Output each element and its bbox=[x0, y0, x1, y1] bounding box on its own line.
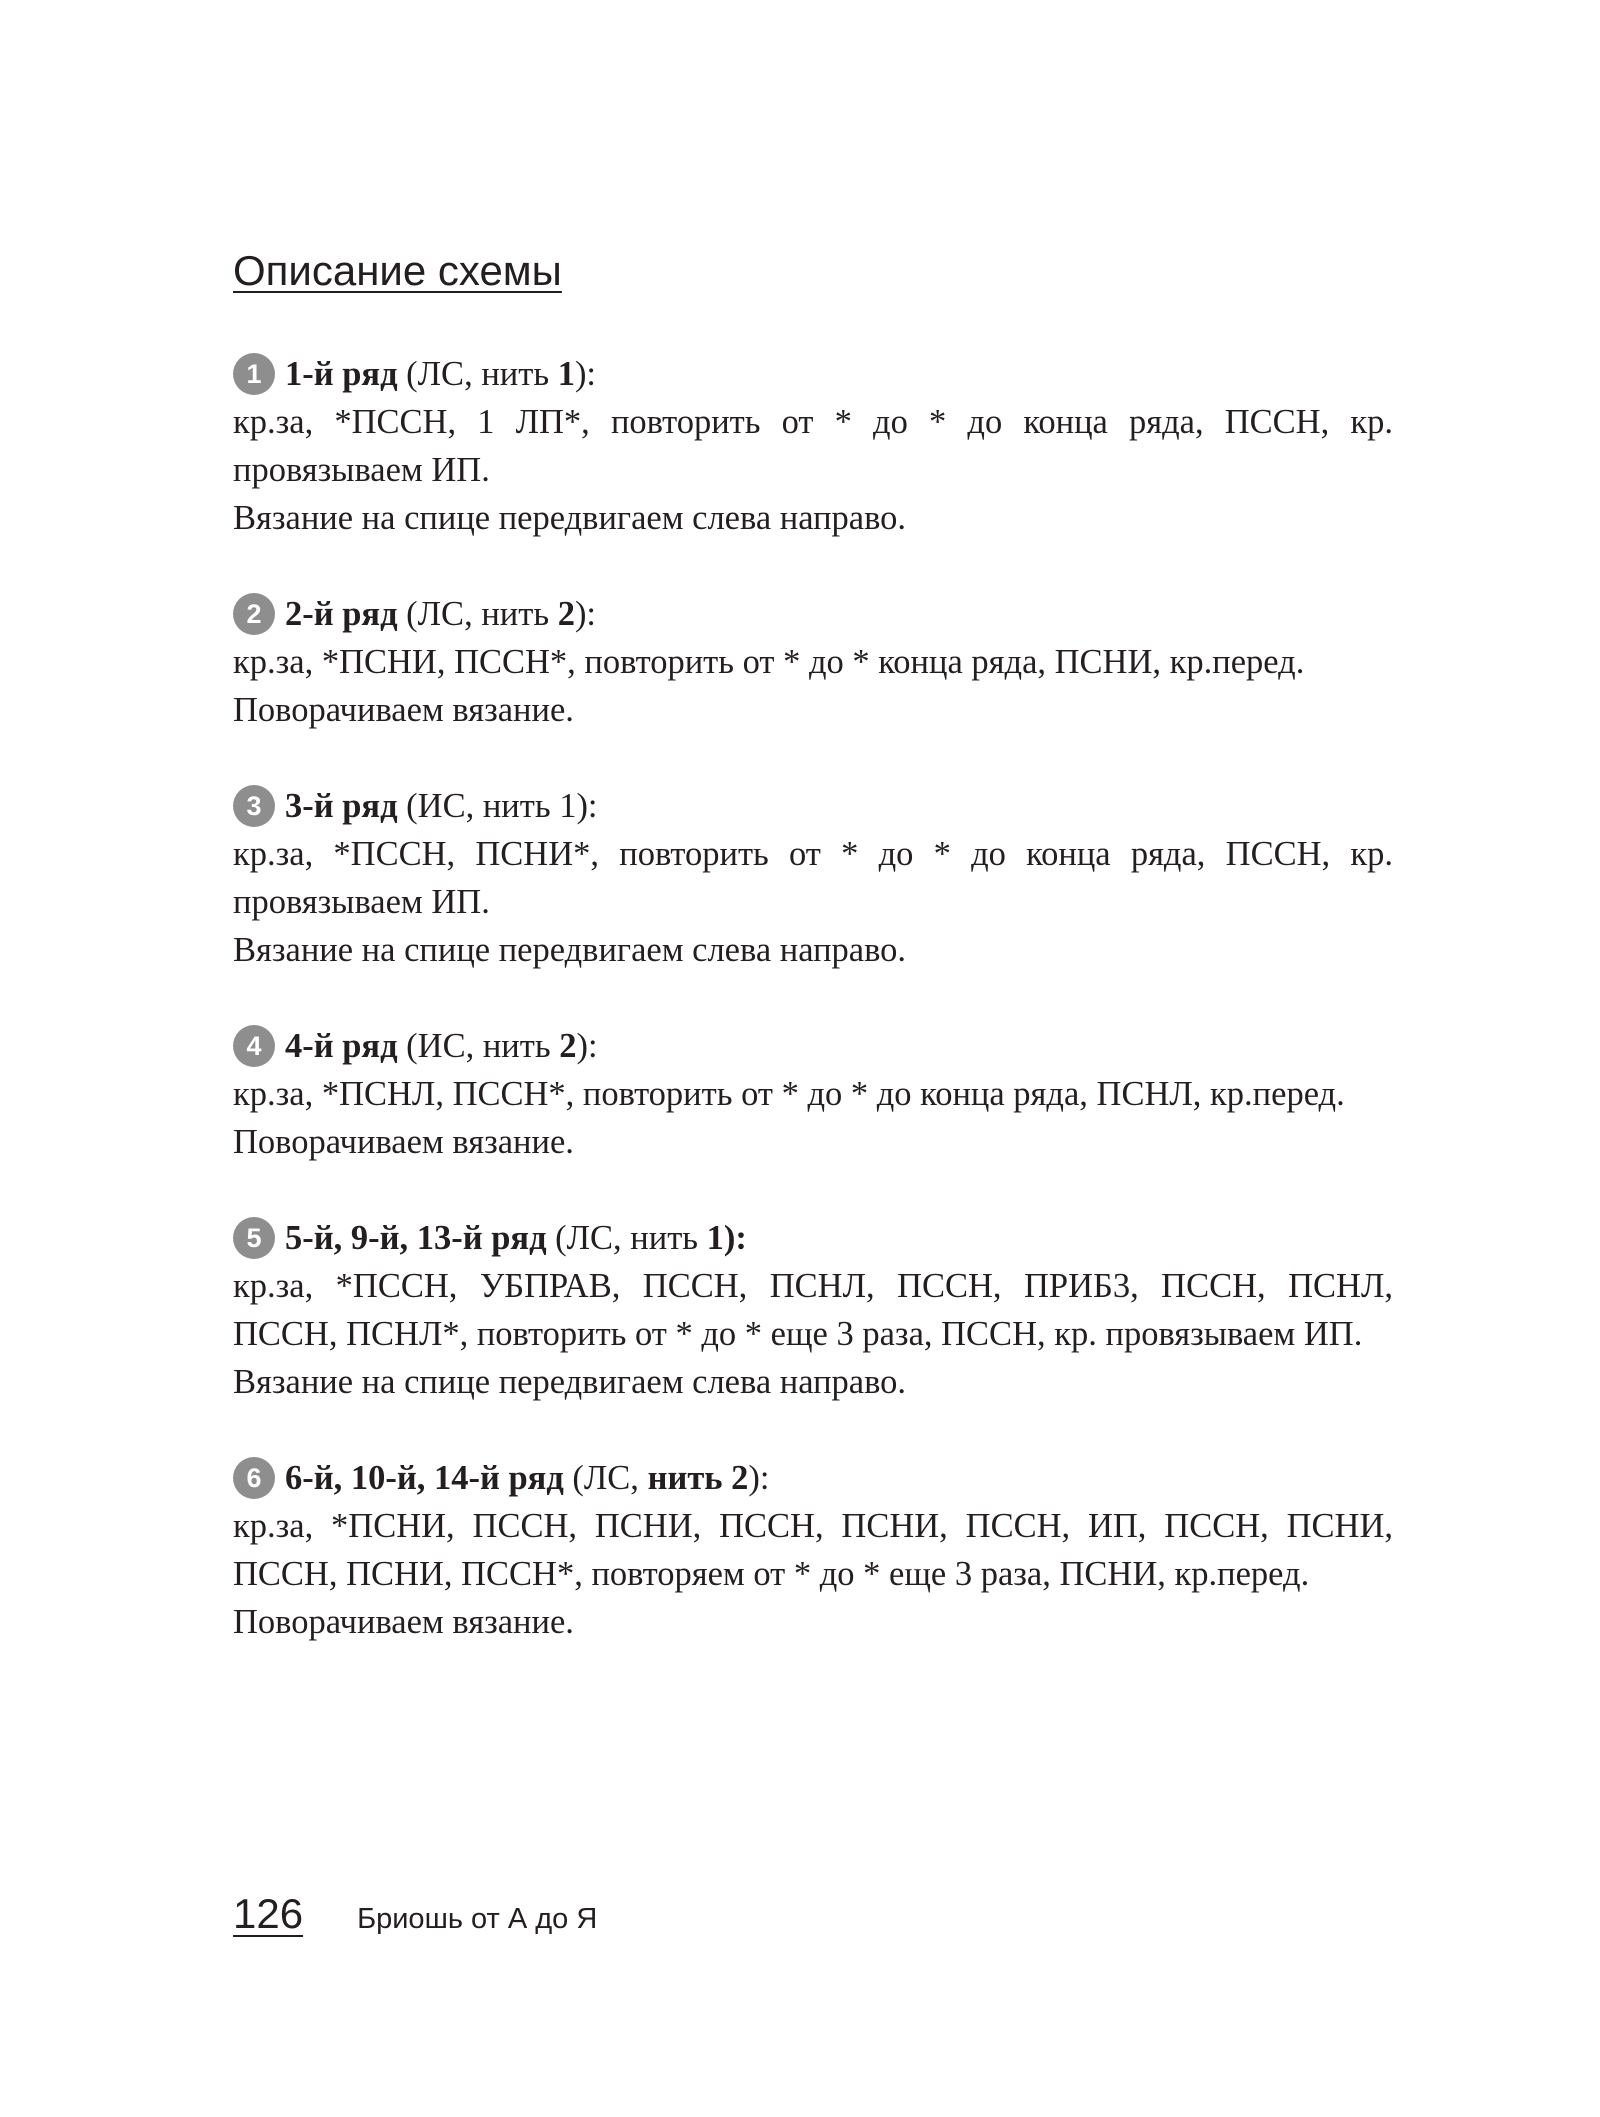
row-3-description bbox=[233, 782, 1393, 974]
row-instructions: кр.за, *ПССН, 1 ЛП*, повторить от * до * до конца ряда, ПССН, кр. провязываем ИП. bbox=[233, 403, 1393, 489]
row-1-description bbox=[233, 350, 1393, 542]
row-instructions: кр.за, *ПСНИ, ПССН*, повторить от * до * конца ряда, ПСНИ, кр.перед. bbox=[233, 643, 1305, 681]
row-number-badge: 3 bbox=[233, 785, 275, 827]
row-note: Поворачиваем вязание. bbox=[233, 1123, 574, 1161]
row-title-text: 3-й ряд (ИС, нить 1): bbox=[285, 787, 598, 825]
row-note: Вязание на спице передвигаем слева направо. bbox=[233, 931, 907, 969]
row-instructions: кр.за, *ПССН, УБПРАВ, ПССН, ПСНЛ, ПССН, ПРИБ3, ПССН, ПСНЛ, ПССН, ПСНЛ*, повторить от * до * еще 3 раза, ПССН, кр. провязываем ИП. bbox=[233, 1267, 1393, 1353]
row-instructions: кр.за, *ПСНИ, ПССН, ПСНИ, ПССН, ПСНИ, ПССН, ИП, ПССН, ПСНИ, ПССН, ПСНИ, ПССН*, повторяем от * до * еще 3 раза, ПСНИ, кр.перед. bbox=[233, 1507, 1393, 1593]
row-4-description bbox=[233, 1022, 1393, 1166]
row-title bbox=[233, 350, 1393, 398]
row-5-description bbox=[233, 1214, 1393, 1406]
row-note: Вязание на спице передвигаем слева направо. bbox=[233, 1363, 907, 1401]
row-title bbox=[233, 1454, 1393, 1502]
row-title-text: 1-й ряд (ЛС, нить 1): bbox=[285, 355, 597, 393]
page-footer bbox=[233, 1890, 597, 1938]
row-note: Вязание на спице передвигаем слева направо. bbox=[233, 499, 907, 537]
row-number-badge: 4 bbox=[233, 1025, 275, 1067]
row-title-text: 6-й, 10-й, 14-й ряд (ЛС, нить 2): bbox=[285, 1459, 770, 1497]
scheme-description bbox=[233, 350, 1393, 1694]
row-number-badge: 2 bbox=[233, 593, 275, 635]
row-number-badge: 5 bbox=[233, 1217, 275, 1259]
row-number-badge: 6 bbox=[233, 1457, 275, 1499]
row-title bbox=[233, 590, 1393, 638]
row-instructions: кр.за, *ПСНЛ, ПССН*, повторить от * до * до конца ряда, ПСНЛ, кр.перед. bbox=[233, 1075, 1345, 1113]
row-title-text: 4-й ряд (ИС, нить 2): bbox=[285, 1027, 598, 1065]
row-title bbox=[233, 1214, 1393, 1262]
row-title bbox=[233, 782, 1393, 830]
row-6-description bbox=[233, 1454, 1393, 1646]
page-heading: Описание схемы bbox=[233, 247, 562, 294]
row-instructions: кр.за, *ПССН, ПСНИ*, повторить от * до * до конца ряда, ПССН, кр. провязываем ИП. bbox=[233, 835, 1393, 921]
row-2-description bbox=[233, 590, 1393, 734]
page-number: 126 bbox=[233, 1890, 304, 1937]
row-note: Поворачиваем вязание. bbox=[233, 691, 574, 729]
row-title-text: 5-й, 9-й, 13-й ряд (ЛС, нить 1): bbox=[285, 1219, 747, 1257]
row-title bbox=[233, 1022, 1393, 1070]
row-title-text: 2-й ряд (ЛС, нить 2): bbox=[285, 595, 597, 633]
running-title: Бриошь от А до Я bbox=[357, 1903, 598, 1935]
row-number-badge: 1 bbox=[233, 353, 275, 395]
row-note: Поворачиваем вязание. bbox=[233, 1603, 574, 1641]
